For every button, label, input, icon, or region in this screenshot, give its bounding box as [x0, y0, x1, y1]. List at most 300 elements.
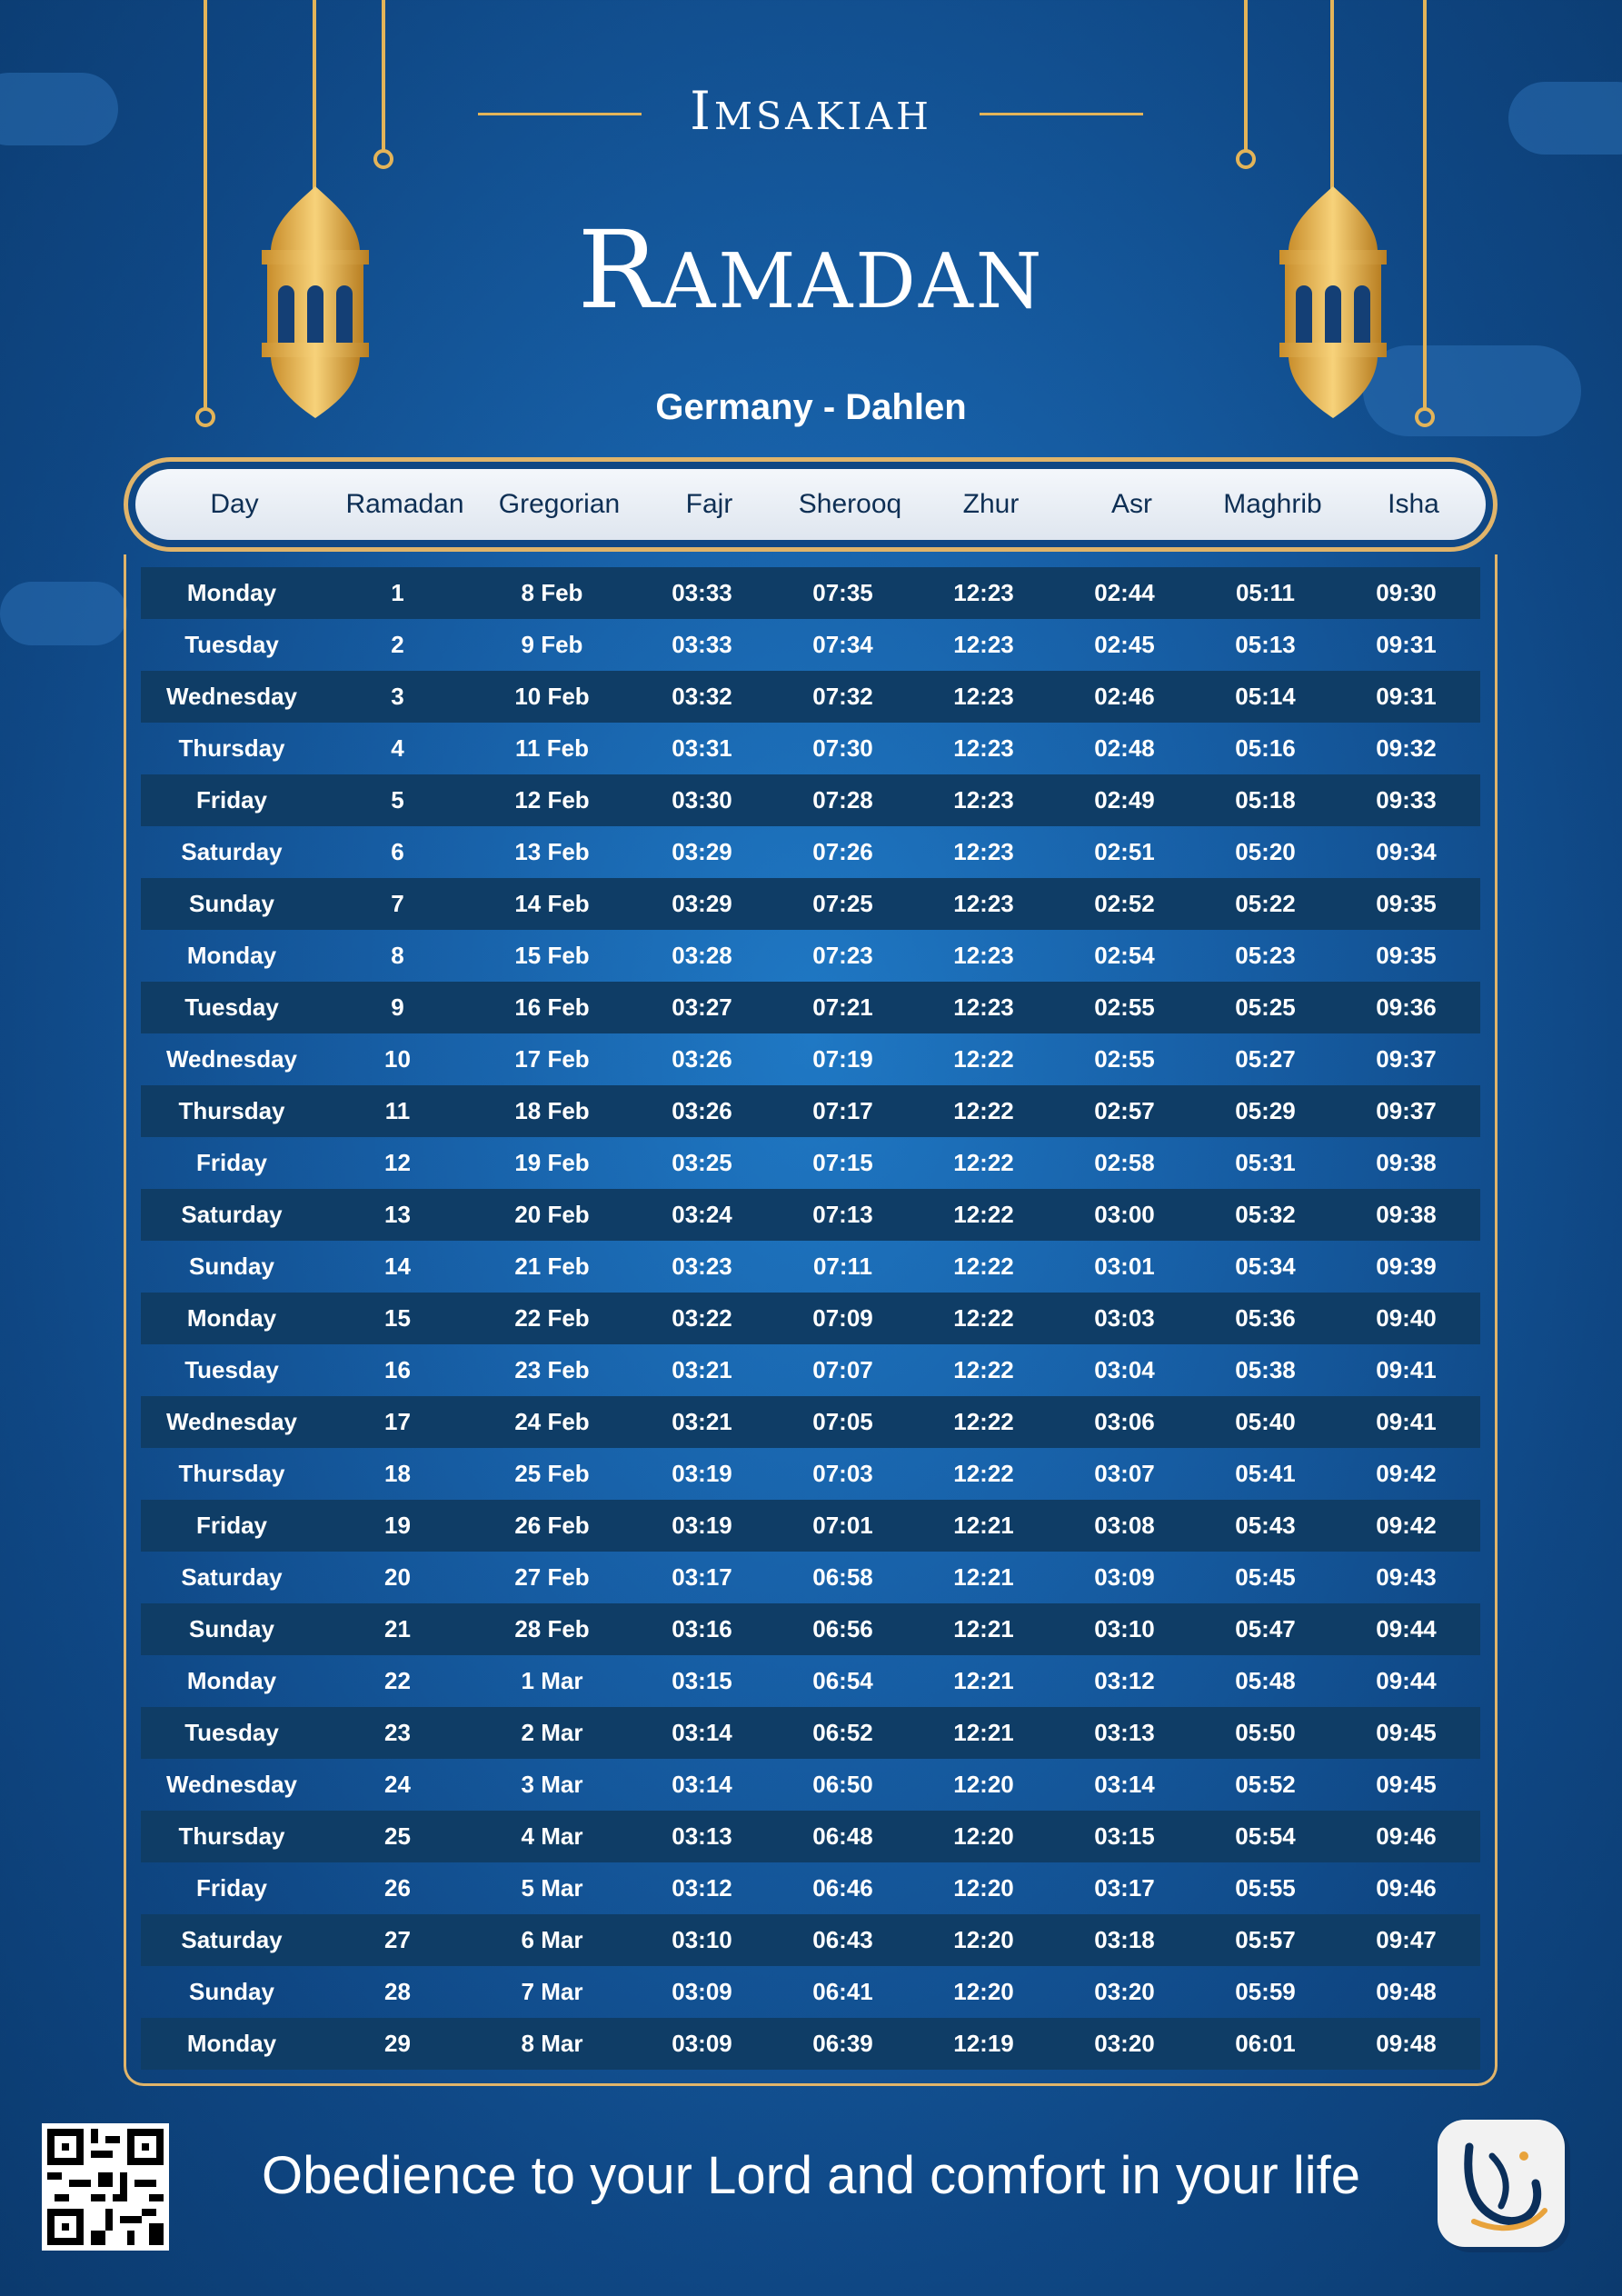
table-cell-fajr: 03:19 [672, 1512, 732, 1539]
table-cell-maghrib: 05:14 [1235, 683, 1296, 710]
table-cell-maghrib: 05:29 [1235, 1097, 1296, 1124]
table-cell-sherooq: 06:48 [812, 1822, 873, 1850]
table-cell-gregorian: 20 Feb [514, 1201, 590, 1228]
table-cell-day: Saturday [181, 838, 283, 865]
column-header-maghrib: Maghrib [1223, 489, 1322, 519]
table-cell-ramadan: 2 [391, 631, 404, 658]
table-cell-maghrib: 05:22 [1235, 890, 1296, 917]
table-cell-gregorian: 21 Feb [514, 1253, 590, 1280]
table-cell-day: Thursday [178, 1097, 285, 1124]
table-cell-sherooq: 07:32 [812, 683, 873, 710]
table-cell-isha: 09:46 [1376, 1874, 1437, 1902]
table-row [141, 1033, 1480, 1085]
table-cell-fajr: 03:12 [672, 1874, 732, 1902]
table-cell-ramadan: 21 [384, 1615, 411, 1642]
table-cell-zhur: 12:23 [953, 786, 1014, 814]
table-cell-gregorian: 18 Feb [514, 1097, 590, 1124]
table-cell-maghrib: 05:16 [1235, 734, 1296, 762]
table-cell-sherooq: 07:05 [812, 1408, 873, 1435]
table-cell-asr: 03:15 [1094, 1822, 1155, 1850]
table-cell-day: Friday [195, 1512, 268, 1539]
table-cell-maghrib: 05:23 [1235, 942, 1296, 969]
table-cell-zhur: 12:22 [953, 1253, 1014, 1280]
table-cell-fajr: 03:17 [672, 1563, 732, 1591]
table-cell-ramadan: 13 [384, 1201, 411, 1228]
table-cell-ramadan: 5 [391, 786, 404, 814]
table-cell-isha: 09:33 [1376, 786, 1437, 814]
table-cell-isha: 09:42 [1376, 1460, 1437, 1487]
table-cell-sherooq: 07:28 [812, 786, 873, 814]
table-cell-asr: 02:52 [1094, 890, 1155, 917]
table-cell-day: Monday [186, 942, 277, 969]
table-cell-day: Tuesday [184, 1719, 279, 1746]
table-cell-day: Monday [186, 1304, 277, 1332]
table-cell-fajr: 03:29 [672, 890, 732, 917]
table-cell-zhur: 12:23 [953, 993, 1014, 1021]
table-cell-isha: 09:34 [1376, 838, 1437, 865]
table-cell-zhur: 12:22 [953, 1045, 1014, 1073]
table-cell-day: Wednesday [165, 1771, 297, 1798]
table-cell-day: Sunday [189, 1978, 274, 2005]
table-cell-sherooq: 07:03 [812, 1460, 873, 1487]
table-cell-asr: 02:55 [1094, 993, 1155, 1021]
table-cell-sherooq: 07:11 [812, 1253, 873, 1280]
table-row [141, 1344, 1480, 1396]
table-cell-isha: 09:35 [1376, 942, 1437, 969]
table-cell-asr: 02:49 [1094, 786, 1155, 814]
table-cell-sherooq: 06:46 [812, 1874, 873, 1902]
table-cell-fajr: 03:14 [672, 1719, 732, 1746]
table-cell-maghrib: 05:25 [1235, 993, 1296, 1021]
table-cell-isha: 09:35 [1376, 890, 1437, 917]
table-cell-gregorian: 8 Feb [521, 579, 583, 606]
table-cell-day: Thursday [178, 1822, 285, 1850]
table-cell-zhur: 12:23 [953, 631, 1014, 658]
table-cell-ramadan: 16 [384, 1356, 411, 1383]
table-cell-maghrib: 05:18 [1235, 786, 1296, 814]
table-cell-fajr: 03:23 [672, 1253, 732, 1280]
table-cell-fajr: 03:14 [672, 1771, 732, 1798]
table-cell-gregorian: 15 Feb [514, 942, 590, 969]
table-cell-fajr: 03:21 [672, 1356, 732, 1383]
table-cell-zhur: 12:21 [953, 1512, 1014, 1539]
table-cell-maghrib: 05:11 [1235, 579, 1296, 606]
table-cell-asr: 03:10 [1094, 1615, 1155, 1642]
table-cell-isha: 09:45 [1376, 1719, 1437, 1746]
table-cell-fajr: 03:13 [672, 1822, 732, 1850]
table-cell-asr: 03:08 [1094, 1512, 1155, 1539]
table-cell-maghrib: 05:55 [1235, 1874, 1296, 1902]
slogan-text: Obedience to your Lord and comfort in your life [262, 2146, 1360, 2205]
table-cell-asr: 03:12 [1094, 1667, 1155, 1694]
table-cell-gregorian: 9 Feb [521, 631, 583, 658]
table-cell-maghrib: 05:40 [1235, 1408, 1296, 1435]
table-cell-gregorian: 7 Mar [521, 1978, 583, 2005]
table-cell-gregorian: 28 Feb [514, 1615, 590, 1642]
table-row [141, 930, 1480, 982]
table-cell-ramadan: 28 [384, 1978, 411, 2005]
table-cell-zhur: 12:22 [953, 1356, 1014, 1383]
column-header-ramadan: Ramadan [345, 489, 464, 519]
table-cell-gregorian: 22 Feb [514, 1304, 590, 1332]
table-cell-isha: 09:30 [1376, 579, 1437, 606]
table-cell-sherooq: 07:26 [812, 838, 873, 865]
table-cell-isha: 09:47 [1376, 1926, 1437, 1953]
table-cell-maghrib: 05:47 [1235, 1615, 1296, 1642]
table-cell-gregorian: 10 Feb [514, 683, 590, 710]
table-cell-gregorian: 19 Feb [514, 1149, 590, 1176]
table-cell-zhur: 12:23 [953, 890, 1014, 917]
table-cell-isha: 09:38 [1376, 1149, 1437, 1176]
table-cell-fajr: 03:26 [672, 1045, 732, 1073]
table-cell-isha: 09:42 [1376, 1512, 1437, 1539]
table-cell-ramadan: 23 [384, 1719, 411, 1746]
table-cell-maghrib: 05:57 [1235, 1926, 1296, 1953]
table-cell-sherooq: 07:23 [812, 942, 873, 969]
table-cell-day: Tuesday [184, 1356, 279, 1383]
table-cell-maghrib: 05:50 [1235, 1719, 1296, 1746]
table-cell-zhur: 12:21 [953, 1719, 1014, 1746]
table-cell-asr: 03:07 [1094, 1460, 1155, 1487]
table-cell-zhur: 12:23 [953, 942, 1014, 969]
table-cell-sherooq: 07:09 [812, 1304, 873, 1332]
table-cell-ramadan: 7 [391, 890, 404, 917]
table-cell-asr: 02:44 [1094, 579, 1155, 606]
table-cell-sherooq: 07:34 [812, 631, 873, 658]
table-cell-day: Wednesday [165, 1408, 297, 1435]
table-cell-asr: 02:48 [1094, 734, 1155, 762]
table-cell-fajr: 03:21 [672, 1408, 732, 1435]
table-cell-asr: 03:20 [1094, 2030, 1155, 2057]
table-cell-fajr: 03:28 [672, 942, 732, 969]
table-cell-ramadan: 20 [384, 1563, 411, 1591]
table-cell-fajr: 03:25 [672, 1149, 732, 1176]
table-cell-zhur: 12:20 [953, 1822, 1014, 1850]
table-cell-ramadan: 19 [384, 1512, 411, 1539]
table-cell-sherooq: 07:19 [812, 1045, 873, 1073]
location-label: Germany - Dahlen [655, 387, 967, 427]
table-cell-sherooq: 06:41 [812, 1978, 873, 2005]
table-cell-zhur: 12:23 [953, 838, 1014, 865]
table-cell-gregorian: 23 Feb [514, 1356, 590, 1383]
table-cell-isha: 09:45 [1376, 1771, 1437, 1798]
table-cell-gregorian: 24 Feb [514, 1408, 590, 1435]
table-cell-zhur: 12:19 [953, 2030, 1014, 2057]
page-title: Ramadan [577, 207, 1045, 333]
table-cell-asr: 03:09 [1094, 1563, 1155, 1591]
table-row [141, 1085, 1480, 1137]
table-cell-isha: 09:38 [1376, 1201, 1437, 1228]
table-cell-isha: 09:48 [1376, 1978, 1437, 2005]
table-cell-isha: 09:37 [1376, 1045, 1437, 1073]
table-cell-ramadan: 25 [384, 1822, 411, 1850]
table-cell-zhur: 12:22 [953, 1097, 1014, 1124]
table-cell-asr: 02:55 [1094, 1045, 1155, 1073]
table-row [141, 1759, 1480, 1811]
column-header-sherooq: Sherooq [798, 489, 902, 519]
table-cell-zhur: 12:23 [953, 683, 1014, 710]
table-cell-gregorian: 16 Feb [514, 993, 590, 1021]
table-cell-zhur: 12:21 [953, 1563, 1014, 1591]
table-row [141, 1189, 1480, 1241]
table-row [141, 1293, 1480, 1344]
column-header-day: Day [210, 489, 259, 519]
table-row [141, 1396, 1480, 1448]
table-cell-zhur: 12:22 [953, 1201, 1014, 1228]
table-cell-fajr: 03:29 [672, 838, 732, 865]
table-cell-asr: 02:51 [1094, 838, 1155, 865]
table-row [141, 671, 1480, 723]
table-cell-fajr: 03:24 [672, 1201, 732, 1228]
table-cell-gregorian: 6 Mar [521, 1926, 583, 1953]
table-row [141, 567, 1480, 619]
table-cell-day: Tuesday [184, 993, 279, 1021]
table-cell-sherooq: 06:39 [812, 2030, 873, 2057]
table-cell-gregorian: 4 Mar [521, 1822, 583, 1850]
table-cell-maghrib: 05:38 [1235, 1356, 1296, 1383]
table-cell-day: Sunday [189, 890, 274, 917]
table-cell-ramadan: 29 [384, 2030, 411, 2057]
table-cell-fajr: 03:30 [672, 786, 732, 814]
table-cell-isha: 09:40 [1376, 1304, 1437, 1332]
table-cell-isha: 09:31 [1376, 631, 1437, 658]
table-cell-sherooq: 06:52 [812, 1719, 873, 1746]
table-cell-ramadan: 17 [384, 1408, 411, 1435]
table-cell-sherooq: 07:01 [812, 1512, 873, 1539]
table-cell-sherooq: 06:43 [812, 1926, 873, 1953]
table-cell-zhur: 12:22 [953, 1304, 1014, 1332]
table-cell-zhur: 12:21 [953, 1667, 1014, 1694]
table-cell-sherooq: 07:13 [812, 1201, 873, 1228]
table-cell-fajr: 03:32 [672, 683, 732, 710]
app-logo-icon[interactable] [1438, 2120, 1565, 2247]
table-cell-maghrib: 05:59 [1235, 1978, 1296, 2005]
table-cell-ramadan: 1 [391, 579, 404, 606]
table-cell-gregorian: 13 Feb [514, 838, 590, 865]
table-cell-sherooq: 07:30 [812, 734, 873, 762]
table-row [141, 1552, 1480, 1603]
table-cell-ramadan: 4 [391, 734, 404, 762]
table-cell-gregorian: 2 Mar [521, 1719, 583, 1746]
prayer-times-table [141, 567, 1480, 2070]
table-cell-sherooq: 06:58 [812, 1563, 873, 1591]
table-cell-maghrib: 05:27 [1235, 1045, 1296, 1073]
table-cell-asr: 02:46 [1094, 683, 1155, 710]
table-row [141, 1966, 1480, 2018]
table-cell-gregorian: 25 Feb [514, 1460, 590, 1487]
lantern-ring [373, 149, 393, 169]
table-row [141, 1241, 1480, 1293]
table-cell-day: Wednesday [165, 1045, 297, 1073]
table-cell-ramadan: 9 [391, 993, 404, 1021]
table-cell-fajr: 03:09 [672, 1978, 732, 2005]
table-cell-ramadan: 26 [384, 1874, 411, 1902]
table-cell-ramadan: 6 [391, 838, 404, 865]
table-cell-gregorian: 3 Mar [521, 1771, 583, 1798]
table-cell-maghrib: 05:48 [1235, 1667, 1296, 1694]
table-header-row [135, 469, 1486, 540]
table-row [141, 1655, 1480, 1707]
table-row [141, 1707, 1480, 1759]
table-cell-day: Saturday [181, 1201, 283, 1228]
table-cell-zhur: 12:20 [953, 1978, 1014, 2005]
table-cell-asr: 02:54 [1094, 942, 1155, 969]
table-cell-sherooq: 06:54 [812, 1667, 873, 1694]
table-cell-ramadan: 24 [384, 1771, 411, 1798]
table-cell-fajr: 03:09 [672, 2030, 732, 2057]
table-cell-sherooq: 07:07 [812, 1356, 873, 1383]
table-cell-gregorian: 12 Feb [514, 786, 590, 814]
table-cell-sherooq: 07:21 [812, 993, 873, 1021]
column-header-isha: Isha [1388, 489, 1439, 519]
table-cell-gregorian: 27 Feb [514, 1563, 590, 1591]
table-cell-ramadan: 8 [391, 942, 404, 969]
table-cell-day: Monday [186, 2030, 277, 2057]
table-cell-fajr: 03:10 [672, 1926, 732, 1953]
table-cell-isha: 09:39 [1376, 1253, 1437, 1280]
table-cell-asr: 03:01 [1094, 1253, 1155, 1280]
table-cell-fajr: 03:19 [672, 1460, 732, 1487]
table-cell-maghrib: 05:32 [1235, 1201, 1296, 1228]
table-cell-isha: 09:31 [1376, 683, 1437, 710]
table-cell-day: Thursday [178, 734, 285, 762]
table-cell-sherooq: 07:25 [812, 890, 873, 917]
table-cell-maghrib: 05:52 [1235, 1771, 1296, 1798]
table-cell-ramadan: 3 [391, 683, 404, 710]
table-row [141, 723, 1480, 774]
table-cell-ramadan: 27 [384, 1926, 411, 1953]
table-cell-asr: 03:00 [1094, 1201, 1155, 1228]
table-cell-maghrib: 05:31 [1235, 1149, 1296, 1176]
table-cell-maghrib: 05:20 [1235, 838, 1296, 865]
table-cell-gregorian: 26 Feb [514, 1512, 590, 1539]
table-cell-maghrib: 05:13 [1235, 631, 1296, 658]
table-cell-ramadan: 18 [384, 1460, 411, 1487]
table-cell-zhur: 12:23 [953, 579, 1014, 606]
table-cell-sherooq: 07:35 [812, 579, 873, 606]
table-cell-asr: 02:57 [1094, 1097, 1155, 1124]
table-cell-gregorian: 8 Mar [521, 2030, 583, 2057]
table-cell-maghrib: 05:45 [1235, 1563, 1296, 1591]
table-cell-zhur: 12:22 [953, 1149, 1014, 1176]
table-cell-isha: 09:44 [1376, 1615, 1437, 1642]
table-cell-maghrib: 05:36 [1235, 1304, 1296, 1332]
table-cell-asr: 03:03 [1094, 1304, 1155, 1332]
table-row [141, 2018, 1480, 2070]
table-cell-fajr: 03:33 [672, 631, 732, 658]
column-header-gregorian: Gregorian [498, 489, 621, 519]
table-cell-fajr: 03:15 [672, 1667, 732, 1694]
table-cell-day: Saturday [181, 1563, 283, 1591]
table-cell-fajr: 03:31 [672, 734, 732, 762]
table-cell-gregorian: 11 Feb [515, 734, 589, 762]
table-cell-asr: 03:14 [1094, 1771, 1155, 1798]
table-row [141, 619, 1480, 671]
table-row [141, 1137, 1480, 1189]
table-cell-isha: 09:41 [1376, 1356, 1437, 1383]
table-cell-maghrib: 06:01 [1235, 2030, 1296, 2057]
table-row [141, 878, 1480, 930]
table-cell-zhur: 12:20 [953, 1926, 1014, 1953]
table-cell-maghrib: 05:34 [1235, 1253, 1296, 1280]
table-cell-gregorian: 17 Feb [514, 1045, 590, 1073]
table-cell-isha: 09:36 [1376, 993, 1437, 1021]
lantern-chain [204, 0, 207, 409]
table-cell-ramadan: 11 [384, 1097, 411, 1124]
table-cell-zhur: 12:22 [953, 1460, 1014, 1487]
table-cell-ramadan: 15 [384, 1304, 411, 1332]
table-cell-day: Friday [195, 786, 268, 814]
table-cell-fajr: 03:33 [672, 579, 732, 606]
table-row [141, 774, 1480, 826]
table-cell-ramadan: 10 [384, 1045, 411, 1073]
column-header-asr: Asr [1111, 489, 1152, 519]
column-header-fajr: Fajr [685, 489, 733, 519]
app-logo-icon [1438, 2120, 1565, 2247]
table-cell-gregorian: 5 Mar [521, 1874, 583, 1902]
cloud-decoration [0, 582, 127, 645]
table-cell-fajr: 03:27 [672, 993, 732, 1021]
table-cell-asr: 03:20 [1094, 1978, 1155, 2005]
table-cell-asr: 03:06 [1094, 1408, 1155, 1435]
table-cell-day: Wednesday [165, 683, 297, 710]
table-cell-maghrib: 05:54 [1235, 1822, 1296, 1850]
table-cell-asr: 03:18 [1094, 1926, 1155, 1953]
lantern-ring [1236, 149, 1256, 169]
table-row [141, 1500, 1480, 1552]
table-cell-isha: 09:46 [1376, 1822, 1437, 1850]
table-cell-zhur: 12:22 [953, 1408, 1014, 1435]
table-row [141, 1914, 1480, 1966]
table-cell-day: Tuesday [184, 631, 279, 658]
table-cell-day: Sunday [189, 1615, 274, 1642]
table-row [141, 1448, 1480, 1500]
table-row [141, 1603, 1480, 1655]
table-cell-asr: 02:58 [1094, 1149, 1155, 1176]
table-cell-fajr: 03:16 [672, 1615, 732, 1642]
table-cell-sherooq: 07:15 [812, 1149, 873, 1176]
table-cell-day: Friday [195, 1874, 268, 1902]
table-cell-isha: 09:37 [1376, 1097, 1437, 1124]
table-cell-maghrib: 05:41 [1235, 1460, 1296, 1487]
table-cell-day: Thursday [178, 1460, 285, 1487]
table-cell-day: Monday [186, 579, 277, 606]
table-cell-zhur: 12:21 [953, 1615, 1014, 1642]
table-cell-maghrib: 05:43 [1235, 1512, 1296, 1539]
table-cell-day: Monday [186, 1667, 277, 1694]
table-cell-sherooq: 06:50 [812, 1771, 873, 1798]
table-cell-zhur: 12:20 [953, 1874, 1014, 1902]
table-cell-isha: 09:48 [1376, 2030, 1437, 2057]
table-cell-isha: 09:32 [1376, 734, 1437, 762]
table-cell-fajr: 03:26 [672, 1097, 732, 1124]
table-cell-zhur: 12:20 [953, 1771, 1014, 1798]
page-subtitle: Imsakiah [690, 80, 932, 142]
table-cell-day: Saturday [181, 1926, 283, 1953]
table-cell-asr: 03:13 [1094, 1719, 1155, 1746]
table-cell-gregorian: 14 Feb [514, 890, 590, 917]
table-cell-day: Sunday [189, 1253, 274, 1280]
table-cell-day: Friday [195, 1149, 268, 1176]
table-cell-sherooq: 07:17 [812, 1097, 873, 1124]
table-cell-asr: 03:17 [1094, 1874, 1155, 1902]
table-cell-fajr: 03:22 [672, 1304, 732, 1332]
table-cell-ramadan: 12 [384, 1149, 411, 1176]
lantern-chain [1423, 0, 1427, 409]
table-header [124, 457, 1498, 552]
table-cell-asr: 02:45 [1094, 631, 1155, 658]
table-cell-isha: 09:43 [1376, 1563, 1437, 1591]
